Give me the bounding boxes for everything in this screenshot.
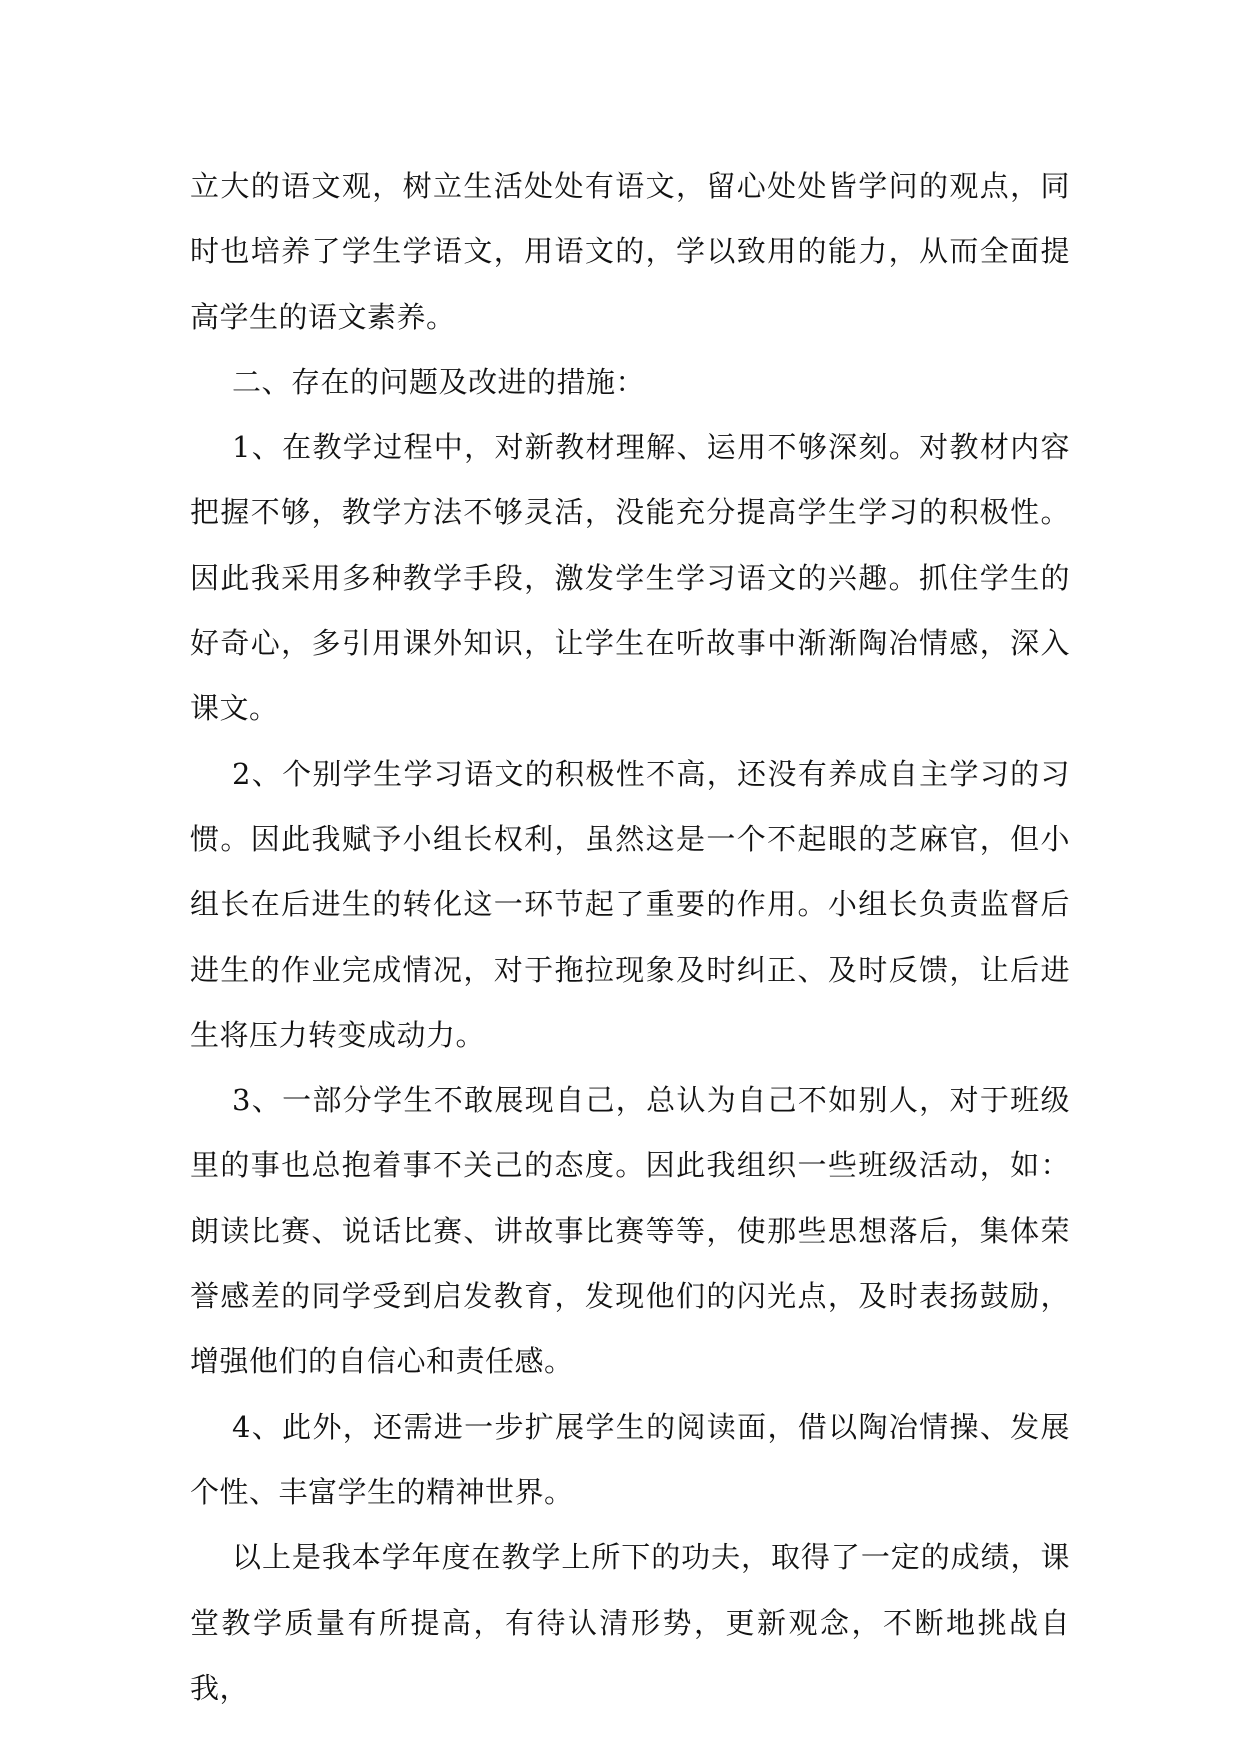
paragraph-item-1: 1、在教学过程中，对新教材理解、运用不够深刻。对教材内容把握不够，教学方法不够灵活，没能充分提高学生学习的积极性。因此我采用多种教学手段，激发学生学习语文的兴趣。抓住学生的好奇心，多引用课外知识，让学生在听故事中渐渐陶冶情感，深入课文。 bbox=[190, 430, 1070, 726]
paragraph-continuation: 立大的语文观，树立生活处处有语文，留心处处皆学问的观点，同时也培养了学生学语文，用语文的，学以致用的能力，从而全面提高学生的语文素养。 bbox=[190, 169, 1070, 334]
document-body bbox=[190, 154, 1070, 1721]
section-heading-problems: 二、存在的问题及改进的措施： bbox=[232, 364, 646, 399]
paragraph-item-4: 4、此外，还需进一步扩展学生的阅读面，借以陶冶情操、发展个性、丰富学生的精神世界。 bbox=[190, 1409, 1070, 1509]
paragraph-conclusion: 以上是我本学年度在教学上所下的功夫，取得了一定的成绩，课堂教学质量有所提高，有待认清形势，更新观念，不断地挑战自我， bbox=[190, 1540, 1070, 1705]
paragraph-item-2: 2、个别学生学习语文的积极性不高，还没有养成自主学习的习惯。因此我赋予小组长权利，虽然这是一个不起眼的芝麻官，但小组长在后进生的转化这一环节起了重要的作用。小组长负责监督后进生的作业完成情况，对于拖拉现象及时纠正、及时反馈，让后进生将压力转变成动力。 bbox=[190, 756, 1070, 1052]
paragraph-item-3: 3、一部分学生不敢展现自己，总认为自己不如别人，对于班级里的事也总抱着事不关己的态度。因此我组织一些班级活动，如：朗读比赛、说话比赛、讲故事比赛等等，使那些思想落后，集体荣誉感差的同学受到启发教育，发现他们的闪光点，及时表扬鼓励，增强他们的自信心和责任感。 bbox=[190, 1083, 1070, 1379]
